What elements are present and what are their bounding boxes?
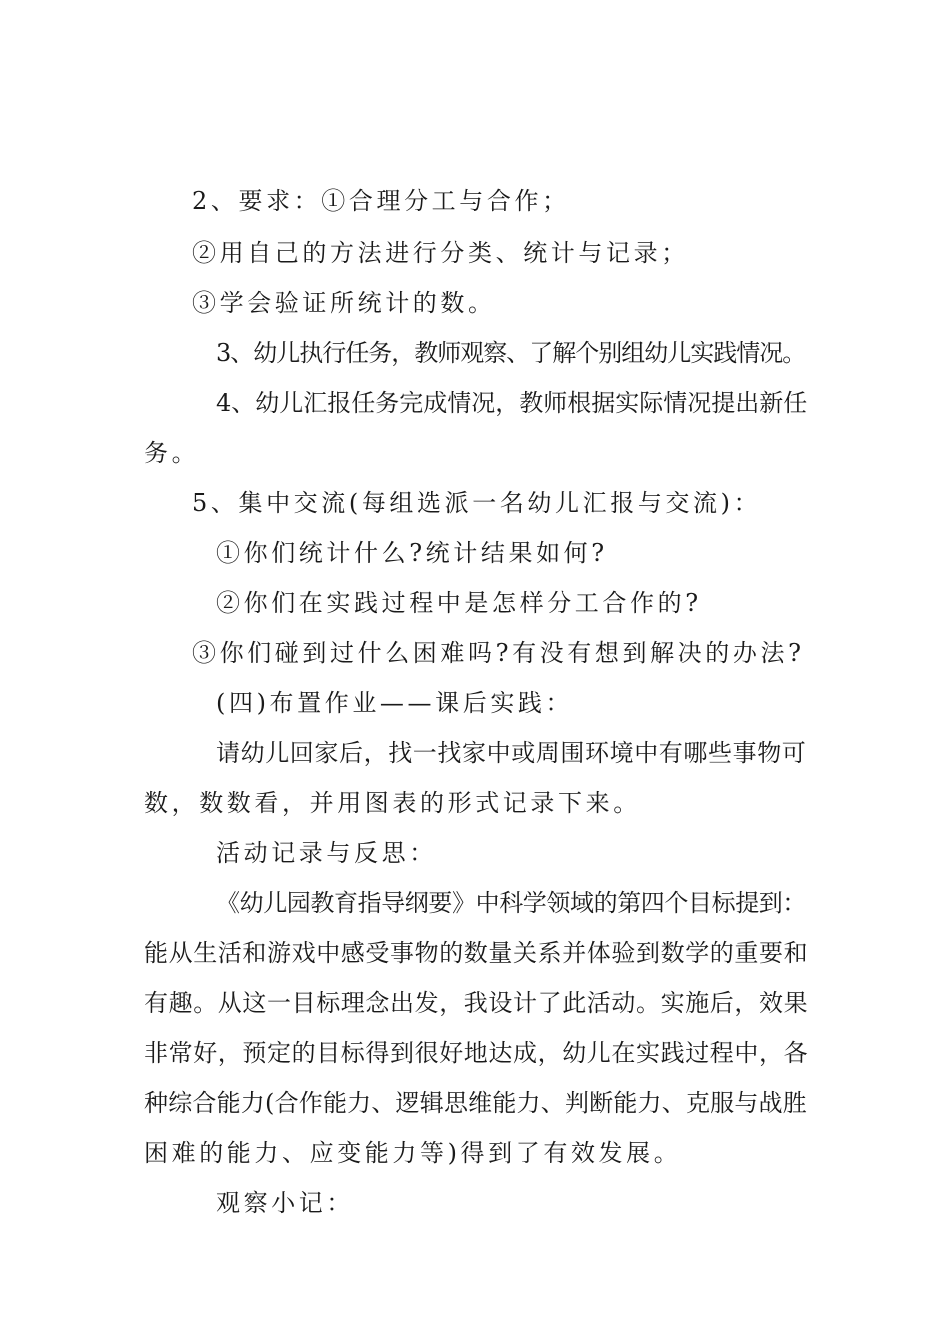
text-line: (四)布置作业——课后实践： (216, 689, 574, 717)
text-line: ③你们碰到过什么困难吗?有没有想到解决的办法? (192, 639, 805, 667)
text-line: 数，数数看，并用图表的形式记录下来。 (144, 789, 641, 817)
text-line: ③学会验证所统计的数。 (192, 289, 496, 317)
text-line: 4、幼儿汇报任务完成情况，教师根据实际情况提出新任 (216, 389, 808, 417)
text-line: 务。 (144, 439, 200, 467)
text-line: 2、要求：①合理分工与合作； (192, 187, 570, 215)
text-line: 3、幼儿执行任务，教师观察、了解个别组幼儿实践情况。 (216, 339, 806, 367)
text-line: 活动记录与反思： (216, 839, 437, 867)
text-line: 《幼儿园教育指导纲要》中科学领域的第四个目标提到： (216, 889, 806, 917)
text-line: 观察小记： (216, 1189, 354, 1217)
text-line: 5、集中交流(每组选派一名幼儿汇报与交流)： (192, 489, 762, 517)
text-line: ①你们统计什么?统计结果如何? (216, 539, 608, 567)
text-line: ②你们在实践过程中是怎样分工合作的? (216, 589, 702, 617)
text-line: 种综合能力(合作能力、逻辑思维能力、判断能力、克服与战胜 (144, 1089, 807, 1117)
text-line: 非常好，预定的目标得到很好地达成，幼儿在实践过程中，各 (144, 1039, 809, 1067)
text-line: 能从生活和游戏中感受事物的数量关系并体验到数学的重要和 (144, 939, 809, 967)
text-line: ②用自己的方法进行分类、统计与记录； (192, 239, 689, 267)
text-line: 请幼儿回家后，找一找家中或周围环境中有哪些事物可 (216, 739, 807, 767)
text-line: 有趣。从这一目标理念出发，我设计了此活动。实施后，效果 (144, 989, 809, 1017)
text-line: 困难的能力、应变能力等)得到了有效发展。 (144, 1139, 682, 1167)
